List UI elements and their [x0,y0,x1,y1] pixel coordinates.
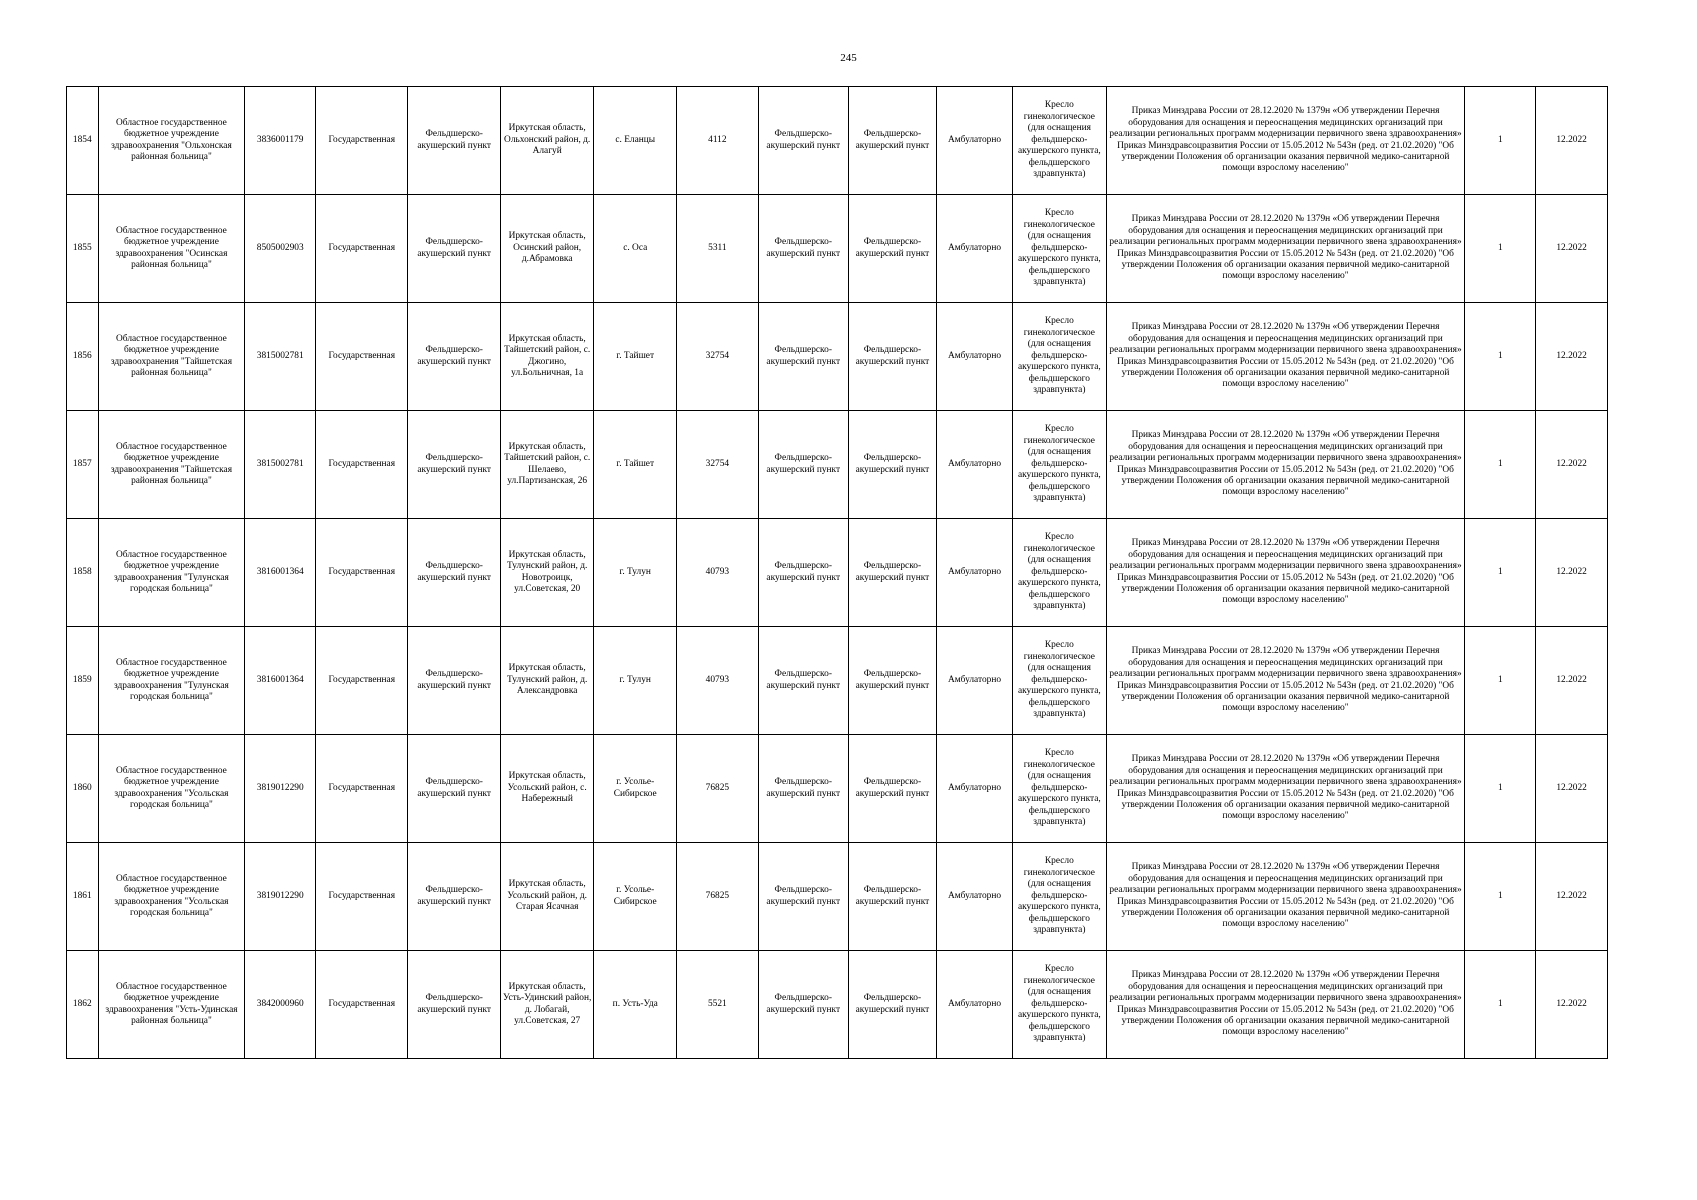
quantity-cell: 1 [1465,411,1536,519]
facility-type-cell: Фельдшерско-акушерский пункт [408,843,500,951]
legal-basis-cell: Приказ Минздрава России от 28.12.2020 № 1379н «Об утверждении Перечня оборудования для оснащения и переоснащения медицинских организаций при реализации региональных программ модернизации первичного звена здравоохранения» Приказ Минздравсоцразвития России от 15.05.2012 № 543н (ред. от 21.02.2020) "Об утверждении Положения об организации оказания первичной медико-санитарной помощи взрослому населению" [1106,627,1465,735]
inn-cell: 3815002781 [245,303,316,411]
care-type-cell: Амбулаторно [936,627,1012,735]
care-type-cell: Амбулаторно [936,951,1012,1059]
unit-cell: Фельдшерско-акушерский пункт [758,519,848,627]
row-number-cell: 1858 [67,519,99,627]
subunit-cell: Фельдшерско-акушерский пункт [848,303,936,411]
organization-cell: Областное государственное бюджетное учреждение здравоохранения "Усольская городская больница" [98,735,245,843]
ownership-cell: Государственная [316,843,408,951]
care-type-cell: Амбулаторно [936,735,1012,843]
equipment-cell: Кресло гинекологическое (для оснащения фельдшерско-акушерского пункта, фельдшерского здравпункта) [1013,519,1107,627]
subunit-cell: Фельдшерско-акушерский пункт [848,627,936,735]
address-cell: Иркутская область, Осинский район, д.Абрамовка [500,195,594,303]
page-number: 245 [840,52,857,64]
equipment-cell: Кресло гинекологическое (для оснащения фельдшерско-акушерского пункта, фельдшерского здравпункта) [1013,411,1107,519]
row-number-cell: 1859 [67,627,99,735]
subunit-cell: Фельдшерско-акушерский пункт [848,87,936,195]
unit-cell: Фельдшерско-акушерский пункт [758,87,848,195]
population-cell: 40793 [677,627,759,735]
organization-cell: Областное государственное бюджетное учреждение здравоохранения "Ольхонская районная больница" [98,87,245,195]
inn-cell: 3819012290 [245,735,316,843]
date-cell: 12.2022 [1536,303,1608,411]
row-number-cell: 1857 [67,411,99,519]
inn-cell: 3816001364 [245,519,316,627]
legal-basis-cell: Приказ Минздрава России от 28.12.2020 № 1379н «Об утверждении Перечня оборудования для оснащения и переоснащения медицинских организаций при реализации региональных программ модернизации первичного звена здравоохранения» Приказ Минздравсоцразвития России от 15.05.2012 № 543н (ред. от 21.02.2020) "Об утверждении Положения об организации оказания первичной медико-санитарной помощи взрослому населению" [1106,303,1465,411]
equipment-cell: Кресло гинекологическое (для оснащения фельдшерско-акушерского пункта, фельдшерского здравпункта) [1013,843,1107,951]
legal-basis-cell: Приказ Минздрава России от 28.12.2020 № 1379н «Об утверждении Перечня оборудования для оснащения и переоснащения медицинских организаций при реализации региональных программ модернизации первичного звена здравоохранения» Приказ Минздравсоцразвития России от 15.05.2012 № 543н (ред. от 21.02.2020) "Об утверждении Положения об организации оказания первичной медико-санитарной помощи взрослому населению" [1106,87,1465,195]
care-type-cell: Амбулаторно [936,87,1012,195]
unit-cell: Фельдшерско-акушерский пункт [758,627,848,735]
quantity-cell: 1 [1465,951,1536,1059]
organization-cell: Областное государственное бюджетное учреждение здравоохранения "Тайшетская районная больница" [98,411,245,519]
equipment-cell: Кресло гинекологическое (для оснащения фельдшерско-акушерского пункта, фельдшерского здравпункта) [1013,627,1107,735]
population-cell: 76825 [677,735,759,843]
table-row [67,735,1608,843]
care-type-cell: Амбулаторно [936,195,1012,303]
legal-basis-cell: Приказ Минздрава России от 28.12.2020 № 1379н «Об утверждении Перечня оборудования для оснащения и переоснащения медицинских организаций при реализации региональных программ модернизации первичного звена здравоохранения» Приказ Минздравсоцразвития России от 15.05.2012 № 543н (ред. от 21.02.2020) "Об утверждении Положения об организации оказания первичной медико-санитарной помощи взрослому населению" [1106,195,1465,303]
ownership-cell: Государственная [316,951,408,1059]
address-cell: Иркутская область, Усть-Удинский район, д. Лобагай, ул.Советская, 27 [500,951,594,1059]
settlement-cell: г. Тайшет [594,411,677,519]
date-cell: 12.2022 [1536,951,1608,1059]
settlement-cell: г. Тулун [594,519,677,627]
equipment-cell: Кресло гинекологическое (для оснащения фельдшерско-акушерского пункта, фельдшерского здравпункта) [1013,951,1107,1059]
address-cell: Иркутская область, Ольхонский район, д. Алагуй [500,87,594,195]
table-row [67,627,1608,735]
facility-type-cell: Фельдшерско-акушерский пункт [408,195,500,303]
facility-type-cell: Фельдшерско-акушерский пункт [408,735,500,843]
ownership-cell: Государственная [316,303,408,411]
registry-rows [67,87,1608,1059]
unit-cell: Фельдшерско-акушерский пункт [758,411,848,519]
date-cell: 12.2022 [1536,843,1608,951]
date-cell: 12.2022 [1536,519,1608,627]
care-type-cell: Амбулаторно [936,843,1012,951]
population-cell: 32754 [677,303,759,411]
organization-cell: Областное государственное бюджетное учреждение здравоохранения "Усольская городская больница" [98,843,245,951]
settlement-cell: г. Усолье-Сибирское [594,843,677,951]
settlement-cell: с. Еланцы [594,87,677,195]
inn-cell: 3842000960 [245,951,316,1059]
quantity-cell: 1 [1465,303,1536,411]
table-row [67,843,1608,951]
equipment-registry-table [66,86,1608,1059]
facility-type-cell: Фельдшерско-акушерский пункт [408,303,500,411]
row-number-cell: 1860 [67,735,99,843]
organization-cell: Областное государственное бюджетное учреждение здравоохранения "Тайшетская районная больница" [98,303,245,411]
settlement-cell: г. Тулун [594,627,677,735]
legal-basis-cell: Приказ Минздрава России от 28.12.2020 № 1379н «Об утверждении Перечня оборудования для оснащения и переоснащения медицинских организаций при реализации региональных программ модернизации первичного звена здравоохранения» Приказ Минздравсоцразвития России от 15.05.2012 № 543н (ред. от 21.02.2020) "Об утверждении Положения об организации оказания первичной медико-санитарной помощи взрослому населению" [1106,843,1465,951]
address-cell: Иркутская область, Тулунский район, д. Александровка [500,627,594,735]
table-row [67,303,1608,411]
organization-cell: Областное государственное бюджетное учреждение здравоохранения "Усть-Удинская районная больница" [98,951,245,1059]
table-row [67,87,1608,195]
ownership-cell: Государственная [316,411,408,519]
date-cell: 12.2022 [1536,411,1608,519]
legal-basis-cell: Приказ Минздрава России от 28.12.2020 № 1379н «Об утверждении Перечня оборудования для оснащения и переоснащения медицинских организаций при реализации региональных программ модернизации первичного звена здравоохранения» Приказ Минздравсоцразвития России от 15.05.2012 № 543н (ред. от 21.02.2020) "Об утверждении Положения об организации оказания первичной медико-санитарной помощи взрослому населению" [1106,735,1465,843]
facility-type-cell: Фельдшерско-акушерский пункт [408,951,500,1059]
inn-cell: 3819012290 [245,843,316,951]
date-cell: 12.2022 [1536,735,1608,843]
equipment-cell: Кресло гинекологическое (для оснащения фельдшерско-акушерского пункта, фельдшерского здравпункта) [1013,303,1107,411]
quantity-cell: 1 [1465,627,1536,735]
row-number-cell: 1854 [67,87,99,195]
equipment-cell: Кресло гинекологическое (для оснащения фельдшерско-акушерского пункта, фельдшерского здравпункта) [1013,87,1107,195]
subunit-cell: Фельдшерско-акушерский пункт [848,843,936,951]
address-cell: Иркутская область, Усольский район, д. Старая Ясачная [500,843,594,951]
row-number-cell: 1855 [67,195,99,303]
facility-type-cell: Фельдшерско-акушерский пункт [408,627,500,735]
population-cell: 5311 [677,195,759,303]
row-number-cell: 1856 [67,303,99,411]
address-cell: Иркутская область, Тайшетский район, с. Джогино, ул.Больничная, 1а [500,303,594,411]
subunit-cell: Фельдшерско-акушерский пункт [848,411,936,519]
legal-basis-cell: Приказ Минздрава России от 28.12.2020 № 1379н «Об утверждении Перечня оборудования для оснащения и переоснащения медицинских организаций при реализации региональных программ модернизации первичного звена здравоохранения» Приказ Минздравсоцразвития России от 15.05.2012 № 543н (ред. от 21.02.2020) "Об утверждении Положения об организации оказания первичной медико-санитарной помощи взрослому населению" [1106,519,1465,627]
table-row [67,195,1608,303]
legal-basis-cell: Приказ Минздрава России от 28.12.2020 № 1379н «Об утверждении Перечня оборудования для оснащения и переоснащения медицинских организаций при реализации региональных программ модернизации первичного звена здравоохранения» Приказ Минздравсоцразвития России от 15.05.2012 № 543н (ред. от 21.02.2020) "Об утверждении Положения об организации оказания первичной медико-санитарной помощи взрослому населению" [1106,411,1465,519]
date-cell: 12.2022 [1536,627,1608,735]
inn-cell: 3815002781 [245,411,316,519]
subunit-cell: Фельдшерско-акушерский пункт [848,735,936,843]
inn-cell: 8505002903 [245,195,316,303]
address-cell: Иркутская область, Усольский район, с. Набережный [500,735,594,843]
equipment-cell: Кресло гинекологическое (для оснащения фельдшерско-акушерского пункта, фельдшерского здравпункта) [1013,195,1107,303]
subunit-cell: Фельдшерско-акушерский пункт [848,519,936,627]
inn-cell: 3836001179 [245,87,316,195]
settlement-cell: п. Усть-Уда [594,951,677,1059]
table-row [67,519,1608,627]
unit-cell: Фельдшерско-акушерский пункт [758,195,848,303]
care-type-cell: Амбулаторно [936,519,1012,627]
ownership-cell: Государственная [316,87,408,195]
quantity-cell: 1 [1465,735,1536,843]
date-cell: 12.2022 [1536,87,1608,195]
subunit-cell: Фельдшерско-акушерский пункт [848,195,936,303]
ownership-cell: Государственная [316,735,408,843]
unit-cell: Фельдшерско-акушерский пункт [758,843,848,951]
inn-cell: 3816001364 [245,627,316,735]
date-cell: 12.2022 [1536,195,1608,303]
legal-basis-cell: Приказ Минздрава России от 28.12.2020 № 1379н «Об утверждении Перечня оборудования для оснащения и переоснащения медицинских организаций при реализации региональных программ модернизации первичного звена здравоохранения» Приказ Минздравсоцразвития России от 15.05.2012 № 543н (ред. от 21.02.2020) "Об утверждении Положения об организации оказания первичной медико-санитарной помощи взрослому населению" [1106,951,1465,1059]
quantity-cell: 1 [1465,195,1536,303]
address-cell: Иркутская область, Тайшетский район, с. Шелаево, ул.Партизанская, 26 [500,411,594,519]
row-number-cell: 1861 [67,843,99,951]
unit-cell: Фельдшерско-акушерский пункт [758,303,848,411]
population-cell: 40793 [677,519,759,627]
unit-cell: Фельдшерско-акушерский пункт [758,951,848,1059]
ownership-cell: Государственная [316,195,408,303]
settlement-cell: г. Усолье-Сибирское [594,735,677,843]
settlement-cell: г. Тайшет [594,303,677,411]
facility-type-cell: Фельдшерско-акушерский пункт [408,519,500,627]
quantity-cell: 1 [1465,87,1536,195]
ownership-cell: Государственная [316,519,408,627]
address-cell: Иркутская область, Тулунский район, д. Новотроицк, ул.Советская, 20 [500,519,594,627]
care-type-cell: Амбулаторно [936,411,1012,519]
population-cell: 76825 [677,843,759,951]
unit-cell: Фельдшерско-акушерский пункт [758,735,848,843]
population-cell: 32754 [677,411,759,519]
row-number-cell: 1862 [67,951,99,1059]
organization-cell: Областное государственное бюджетное учреждение здравоохранения "Осинская районная больница" [98,195,245,303]
ownership-cell: Государственная [316,627,408,735]
table-row [67,951,1608,1059]
organization-cell: Областное государственное бюджетное учреждение здравоохранения "Тулунская городская больница" [98,519,245,627]
settlement-cell: с. Оса [594,195,677,303]
organization-cell: Областное государственное бюджетное учреждение здравоохранения "Тулунская городская больница" [98,627,245,735]
subunit-cell: Фельдшерско-акушерский пункт [848,951,936,1059]
population-cell: 4112 [677,87,759,195]
facility-type-cell: Фельдшерско-акушерский пункт [408,411,500,519]
quantity-cell: 1 [1465,519,1536,627]
facility-type-cell: Фельдшерско-акушерский пункт [408,87,500,195]
equipment-cell: Кресло гинекологическое (для оснащения фельдшерско-акушерского пункта, фельдшерского здравпункта) [1013,735,1107,843]
population-cell: 5521 [677,951,759,1059]
table-row [67,411,1608,519]
care-type-cell: Амбулаторно [936,303,1012,411]
quantity-cell: 1 [1465,843,1536,951]
